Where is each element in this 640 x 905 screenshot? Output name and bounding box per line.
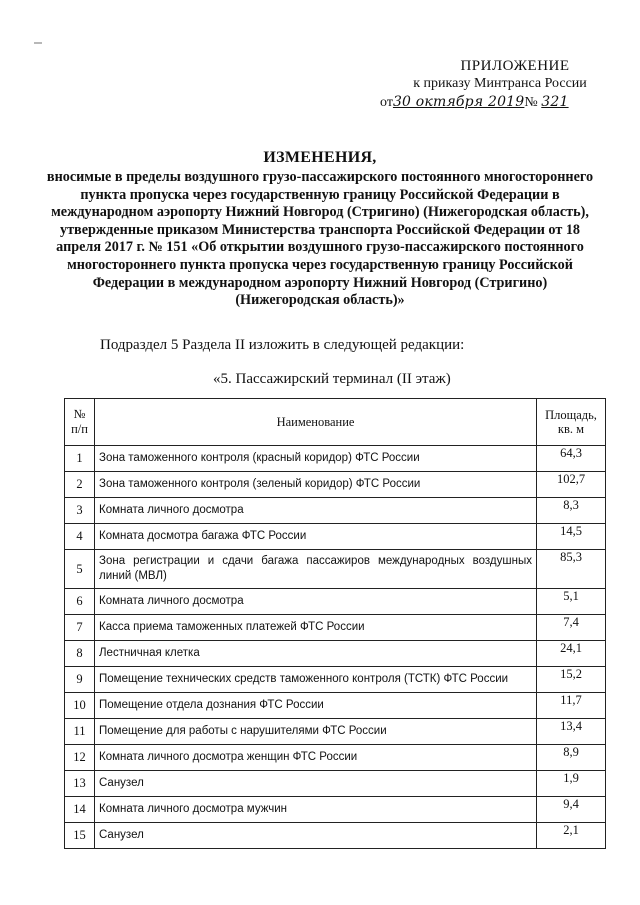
premises-table (64, 398, 606, 849)
row-area: 85,3 (537, 550, 606, 589)
row-area: 64,3 (537, 446, 606, 472)
heading-body: вносимые в пределы воздушного грузо-пассажирского постоянного многостороннего пункта пропуска через государственную границу Российской Федерации в международном аэропорту Нижний Новгород (Стригино) (Нижегородская область), утвержденные приказом Министерства транспорта Российской Федерации от 18 апреля 2017 г. № 151 «Об открытии воздушного грузо-пассажирского постоянного многостороннего пункта пропуска через государственную границу Российской Федерации в международном аэропорту Нижний Новгород (Стригино) (Нижегородская область)» (46, 169, 594, 309)
order-number: 321 (541, 94, 569, 110)
row-number: 13 (65, 771, 95, 797)
table-row (65, 498, 606, 524)
row-name: Помещение технических средств таможенного контроля (ТСТК) ФТС России (95, 667, 537, 693)
intro-paragraph: Подраздел 5 Раздела II изложить в следующей редакции: (100, 337, 465, 353)
row-number: 14 (65, 797, 95, 823)
row-name: Комната личного досмотра женщин ФТС России (95, 745, 537, 771)
row-name: Комната досмотра багажа ФТС России (95, 524, 537, 550)
table-row (65, 615, 606, 641)
row-number: 7 (65, 615, 95, 641)
heading-title: ИЗМЕНЕНИЯ, (263, 149, 377, 166)
row-number: 10 (65, 693, 95, 719)
row-area: 102,7 (537, 472, 606, 498)
row-area: 1,9 (537, 771, 606, 797)
row-number: 8 (65, 641, 95, 667)
header-number: № п/п (65, 399, 95, 446)
order-number-prefix: № (524, 95, 538, 110)
row-name: Комната личного досмотра (95, 498, 537, 524)
table-row (65, 472, 606, 498)
row-number: 15 (65, 823, 95, 849)
row-number: 1 (65, 446, 95, 472)
row-area: 11,7 (537, 693, 606, 719)
row-area: 8,9 (537, 745, 606, 771)
header-area: Площадь, кв. м (537, 399, 606, 446)
row-area: 8,3 (537, 498, 606, 524)
appendix-title: ПРИЛОЖЕНИЕ (460, 58, 570, 74)
row-number: 2 (65, 472, 95, 498)
row-number: 6 (65, 589, 95, 615)
row-area: 13,4 (537, 719, 606, 745)
row-area: 14,5 (537, 524, 606, 550)
row-name: Зона регистрации и сдачи багажа пассажиров международных воздушных линий (МВЛ) (95, 550, 537, 589)
appendix-order-line: к приказу Минтранса России (413, 76, 587, 91)
table-row (65, 745, 606, 771)
appendix-order-ref (380, 93, 620, 112)
header-name: Наименование (95, 399, 537, 446)
row-number: 12 (65, 745, 95, 771)
row-area: 5,1 (537, 589, 606, 615)
row-number: 5 (65, 550, 95, 589)
row-number: 3 (65, 498, 95, 524)
row-name: Помещение для работы с нарушителями ФТС России (95, 719, 537, 745)
table-row (65, 771, 606, 797)
row-area: 15,2 (537, 667, 606, 693)
row-number: 4 (65, 524, 95, 550)
row-area: 7,4 (537, 615, 606, 641)
row-name: Санузел (95, 823, 537, 849)
appendix-block (380, 57, 620, 112)
row-number: 9 (65, 667, 95, 693)
document-heading (40, 148, 600, 310)
table-row (65, 550, 606, 589)
row-name: Зона таможенного контроля (зеленый коридор) ФТС России (95, 472, 537, 498)
row-name: Зона таможенного контроля (красный коридор) ФТС России (95, 446, 537, 472)
table-row (65, 446, 606, 472)
row-number: 11 (65, 719, 95, 745)
order-date: 30 октября 2019 (392, 94, 525, 110)
row-name: Комната личного досмотра (95, 589, 537, 615)
table-row (65, 693, 606, 719)
row-name: Касса приема таможенных платежей ФТС России (95, 615, 537, 641)
table-row (65, 589, 606, 615)
table-row (65, 823, 606, 849)
row-area: 9,4 (537, 797, 606, 823)
table-row (65, 524, 606, 550)
row-name: Помещение отдела дознания ФТС России (95, 693, 537, 719)
row-area: 2,1 (537, 823, 606, 849)
table-caption: «5. Пассажирский терминал (II этаж) (213, 371, 451, 387)
row-name: Лестничная клетка (95, 641, 537, 667)
row-area: 24,1 (537, 641, 606, 667)
table-row (65, 641, 606, 667)
row-name: Комната личного досмотра мужчин (95, 797, 537, 823)
order-date-prefix: от (380, 95, 393, 110)
table-row (65, 667, 606, 693)
table-row (65, 719, 606, 745)
row-name: Санузел (95, 771, 537, 797)
table-header-row (65, 399, 606, 446)
scan-speck (34, 42, 42, 44)
table-row (65, 797, 606, 823)
